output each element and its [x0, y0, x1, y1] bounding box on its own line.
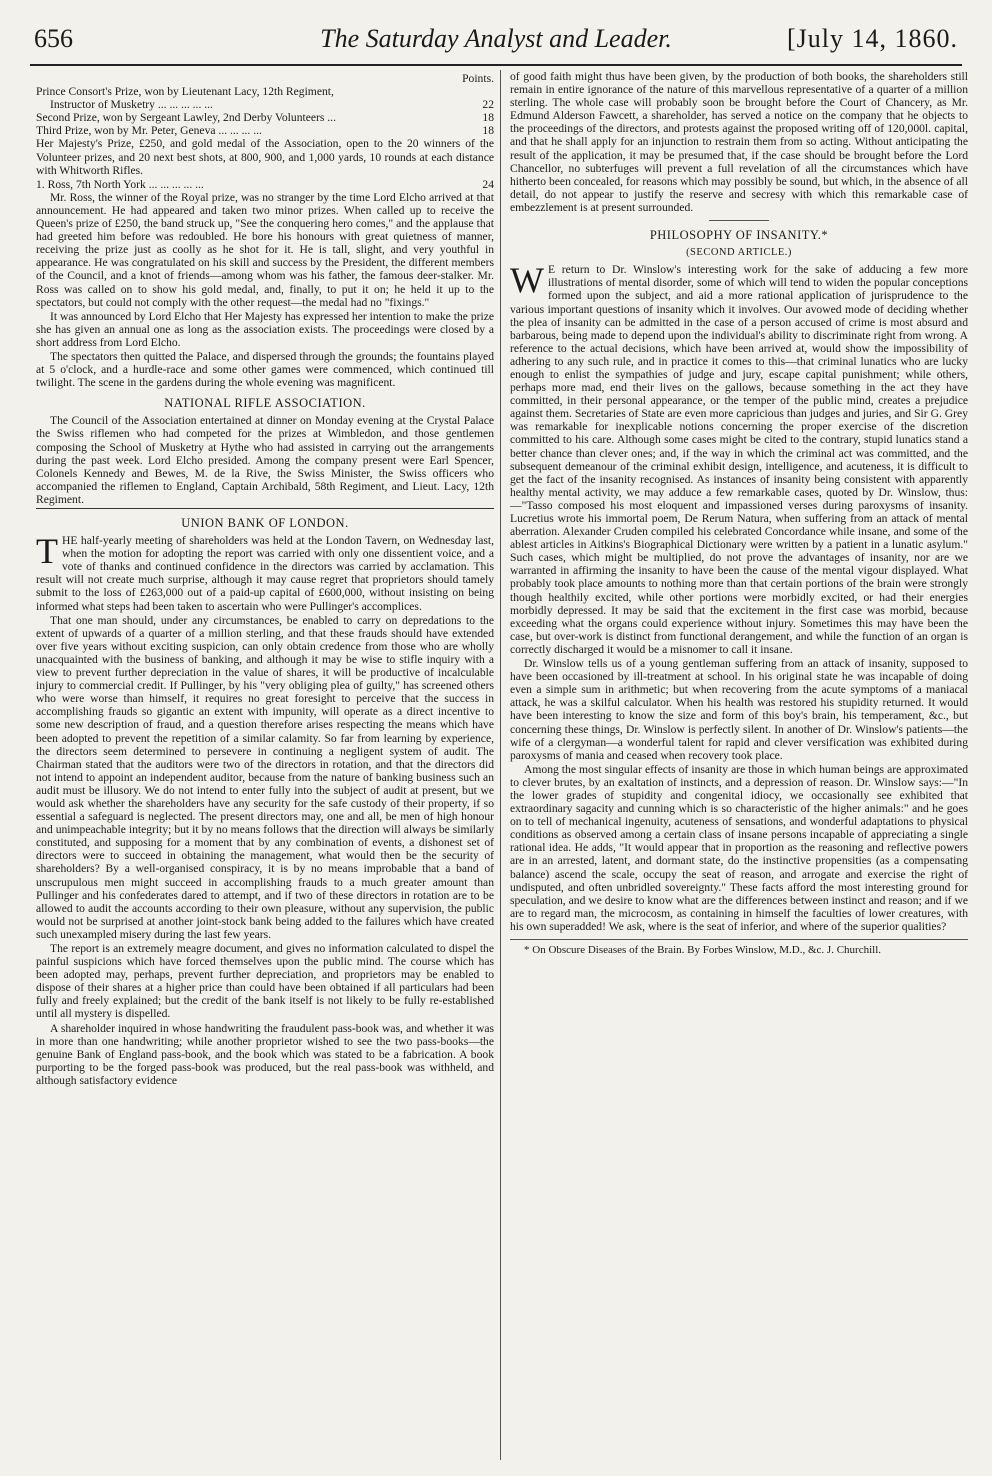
prize-name: Prince Consort's Prize, won by Lieutenant Lacy, 12th Regiment, [36, 85, 334, 99]
lead-text: HE half-yearly meeting of shareholders was held at the London Tavern, on Wednesday last, when the motion for adopting the report was carried with only one dissentient voice, and a vote of thanks and continued confidence in the directors was carried by acclamation. This result will not create much surprise, although it may cause regret that proprietors should tamely submit to the loss of £263,000 out of a paid-up capital of £600,000, without insisting on being informed what steps had been taken to ascertain who were Pullinger's accomplices. [36, 534, 494, 613]
body-paragraph: The spectators then quitted the Palace, and dispersed through the grounds; the fountains played at 5 o'clock, and a hurdle-race and some other games were commenced, which continued till twilight. The scene in the gardens during the whole evening was magnificent. [36, 349, 494, 390]
section-heading: PHILOSOPHY OF INSANITY.* [649, 228, 829, 243]
prize-points: 22 [482, 98, 494, 112]
right-column [510, 70, 968, 1460]
prize-name: Third Prize, won by Mr. Peter, Geneva ... ... ... ... [36, 124, 262, 138]
lead-text: E return to Dr. Winslow's interesting work for the sake of adducing a few more illustrations of mental disorder, some of which will tend to widen the popular conceptions formed upon the subject, and aid a more rational application of jurisprudence to the various important questions of insanity which it involves. Our avowed mode of deciding whether the plea of insanity can be admitted in the case of a person accused of crime is most absurd and barbarous, being made to depend upon the individual's ability to discriminate right from wrong. A reference to the actual decisions, which have been arrived at, would show the impossibility of adhering to any such rule, and in practice it comes to this—that criminal lunatics who are lucky enough to enlist the sympathies of judge and jury, escape capital punishment; while others, perhaps more mad, end their lives on the gallows, because something in the act they have committed, in their personal appearance, or the temper of the public mind, creates a prejudice against them. Secretaries of State are even more capricious than judges and juries, and Sir G. Grey was remarkable for inexplicable notions concerning the proper exercise of the discretion committed to his care. Although some cases might be cited to the contrary, stupid lunatics stand a better chance than clever ones; and, if the way in which the criminal act was committed, and the subsequent demeanour of the criminal exhibit design, intelligence, and acuteness, it is difficult to get the fact of the insanity recognised. As instances of insanity being consistent with apparently healthy mental activity, we may adduce a few remarkable cases, quoted by Dr. Winslow, thus:—"Tasso composed his most eloquent and impassioned verses during paroxysms of insanity. Lucretius wrote his immortal poem, De Rerum Natura, when suffering from an attack of mental aberration. Alexander Cruden compiled his celebrated Concordance while insane, and some of the ablest articles in Aitkins's Biographical Dictionary were written by a patient in a lunatic asylum." Such cases, which might be multiplied, do not prove the advantages of insanity, nor are we warranted in affirming the insanity to have been the cause of the mental vigour displayed. What probably took place amounts to nothing more than that certain portions of the brain were strongly though healthily excited, while other portions were morbidly excited, or had their energies morbidly depressed. It may be said that the excitement in the first case was morbid, because exceeding what the organs could experience without injury. Sometimes this may have been the case, but over-work is distinct from functional derangement, and while the function of an organ is correctly discharged it would be a misnomer to call it insane. [510, 263, 968, 656]
section-rule [36, 508, 494, 509]
lead-paragraph [510, 260, 968, 656]
page-number: 656 [34, 24, 73, 53]
body-paragraph: of good faith might thus have been given, by the production of both books, the shareholders still remain in entire ignorance of the nature of this marvellous representative of a quarter of a million sterling. The whole case will probably soon be brought before the Court of Chancery, as Mr. Edmund Alderson Fawcett, a shareholder, has served a notice on the company that he objects to the proceedings of the directors, and protests against the proposed writing off of 120,000l. capital, and that he shall apply for an injunction to restrain them from so acting. Without anticipating the result of the application, it may be presumed that, if the case should be brought before the Lord Chancellor, no subterfuges will prevent a full revelation of all the circumstances which have hitherto been concealed, for reasons which may possibly be sound, but which, in the absence of all detail, do not appear to justify the reserve and secresy with which this remarkable case of embezzlement is at present surrounded. [510, 70, 968, 214]
body-paragraph: Mr. Ross, the winner of the Royal prize, was no stranger by the time Lord Elcho arrived at that announcement. He had appeared and taken two minor prizes. When called up to receive the Queen's prize of £250, the band struck up, "See the conquering hero comes," and the applause that had greeted him before was redoubled. He bore his honours with great quietness of manner, receiving the prize just as coolly as he shot for it. He is tall, slight, and very youthful in appearance. He was congratulated on his skill and success by the President, the different members of the Council, and a knot of friends—among whom was his father, the famous deer-stalker. Mr. Ross was called on to show his gold medal, and, finally, to put it on; he held it up to the spectators, but could not comply with the other request—the medal had no "fixings." [36, 190, 494, 309]
prize-name: Second Prize, won by Sergeant Lawley, 2nd Derby Volunteers ... [36, 111, 336, 125]
left-column [36, 70, 494, 1460]
footnote: * On Obscure Diseases of the Brain. By Forbes Winslow, M.D., &c. J. Churchill. [510, 939, 968, 957]
body-paragraph: Among the most singular effects of insanity are those in which human beings are approximated to clever brutes, by an exaltation of instincts, and a depression of reason. Dr. Winslow says:—"In the lower grades of stupidity and congenital idiocy, we occasionally see exhibited that extraordinary sagacity and cunning which is so characteristic of the higher animals:" and he goes on to tell of mechanical ingenuity, acuteness of sensations, and wonderful adaptations to physical conditions as observed among a certain class of insane persons incapable of appreciating a single rational idea. He adds, "It would appear that in proportion as the reasoning and reflective powers are in an arrested, latent, and dormant state, do the instinctive propensities (as a compensating balance) ascend the scale, occupy the seat of reason, and arrogate and exercise the right of undisputed, and often unbridled sovereignty." These facts afford the most interesting ground for speculation, and we desire to know what are the differences between instinct and reason; and if we are to regard man, the microcosm, as containing in himself the faculties of lower creatures, with his own superadded! We ask, where is the seat of inferior, and where of the superior qualities? [510, 762, 968, 933]
body-paragraph: The Council of the Association entertained at dinner on Monday evening at the Crystal Palace the Swiss riflemen who had competed for the prizes at Wimbledon, and those gentlemen composing the School of Musketry at Hythe who had assisted in carrying out the arrangements during the past week. Lord Elcho presided. Among the company present were Earl Spencer, Colonels Kennedy and Bewes, M. de la Rive, the Swiss Minister, the Swiss officers who accompanied the riflemen to England, Captain Archibald, 58th Regiment, and Lieut. Lacy, 12th Regiment. [36, 414, 494, 506]
prize-row [36, 178, 494, 191]
prize-name: 1. Ross, 7th North York ... ... ... ... ... [36, 177, 204, 191]
issue-date: [July 14, 1860. [787, 24, 958, 53]
column-divider [500, 70, 501, 1460]
section-subheading: (SECOND ARTICLE.) [686, 247, 792, 259]
prize-points: 18 [482, 124, 494, 138]
prize-sub: Instructor of Musketry ... ... ... ... ... [50, 98, 213, 112]
section-heading: NATIONAL RIFLE ASSOCIATION. [164, 396, 366, 411]
prize-row [36, 111, 494, 124]
body-paragraph: It was announced by Lord Elcho that Her Majesty has expressed her intention to make the prize she has given an annual one as long as the association exists. The proceedings were closed by a short address from Lord Elcho. [36, 309, 494, 349]
section-heading: UNION BANK OF LONDON. [181, 516, 349, 530]
masthead [30, 18, 962, 66]
body-paragraph: A shareholder inquired in whose handwriting the fraudulent pass-book was, and whether it was in more than one handwriting; while another proprietor wished to see the two pass-books—the genuine Bank of England pass-book, and the book which was stated to be a fabrication. A book purporting to be the forged pass-book was produced, but the real pass-book was withheld, and although satisfactory evidence [36, 1021, 494, 1087]
prize-row [36, 85, 494, 111]
prize-points: 18 [482, 111, 494, 125]
drop-cap: T [36, 531, 58, 572]
prize-row [36, 124, 494, 137]
points-label: Points. [462, 72, 494, 85]
body-paragraph: The report is an extremely meagre document, and gives no information calculated to dispel the painful suspicions which have forced themselves upon the public mind. The course which has been adopted may, perhaps, prevent further depreciation, and proprietors may be enabled to dispose of their shares at a higher price than could have been obtained if all particulars had been fully and freely explained; but the credit of the bank itself is not likely to be fully re-established until all mystery is dispelled. [36, 942, 494, 1021]
drop-cap: W [510, 260, 544, 301]
body-paragraph: Dr. Winslow tells us of a young gentleman suffering from an attack of insanity, supposed to have been occasioned by ill-treatment at school. In his original state he was incapable of doing even a simple sum in arithmetic; but when recovering from the acute symptoms of a maniacal attack, he was a skilful calculator. When his health was restored his stupidity returned. It would have been interesting to know the size and form of this boy's brain, his temperament, &c., but concerning these things, Dr. Winslow is perfectly silent. In another of Dr. Winslow's patients—the wife of a clergyman—a wonderful talent for rapid and clever versification was exhibited during paroxysms of mania and ceased when recovery took place. [510, 657, 968, 762]
lead-paragraph [36, 531, 494, 613]
publication-title: The Saturday Analyst and Leader. [320, 24, 672, 53]
section-rule [709, 220, 769, 221]
prize-points: 24 [482, 177, 494, 191]
majesty-prize-paragraph: Her Majesty's Prize, £250, and gold medal of the Association, open to the 20 winners of the Volunteer prizes, and 20 next best shots, at 800, 900, and 1,000 yards, 10 rounds at each distance with Whitworth Rifles. [36, 137, 494, 177]
body-paragraph: That one man should, under any circumstances, be enabled to carry on depredations to the extent of upwards of a quarter of a million sterling, and that these frauds should have extended over five years without exciting suspicion, can only obtain credence from those who are wholly unacquainted with the business of banking, and although it may be wise to stifle inquiry with a view to prevent further depreciation in the value of shares, it will be productive of incalculable injury to commercial credit. If Pullinger, by his "very obliging plea of guilty," has screened others who were worse than himself, it requires no great foresight to perceive that the success in accomplishing frauds so gigantic an extent with impunity, will operate as a direct incentive to some new description of fraud, and a question therefore arises respecting the means which have been adopted to prevent the repetition of a similar calamity. So far from learning by experience, the directors seem determined to persevere in continuing a negligent system of audit. The Chairman stated that the auditors were two of the directors in rotation, and that the directors did not intend to appoint an independent auditor, because from the nature of banking business such an audit must be illusory. We do not intend to enter fully into the subject of audit at present, but we would ask whether the shareholders have any security for the safe custody of their property, if so essential a safeguard is neglected. The present directors may, one and all, be men of high honour and unimpeachable integrity; but it by no means follows that the direction will always be similarly constituted, and supposing for a moment that by any combination of events, a dishonest set of directors were to succeed in obtaining the management, what would then be the security of shareholders? By a well-organised conspiracy, it is by no means improbable that a band of unscrupulous men might succeed in accomplishing frauds to a much greater amount than Pullinger and his confederates dared to attempt, and if two of these directors in rotation are to be allowed to audit the accounts according to their own pleasure, without any supervision, the public would not be surprised at another joint-stock bank being added to the failures which have created such unexampled misery during the last few years. [36, 613, 494, 941]
